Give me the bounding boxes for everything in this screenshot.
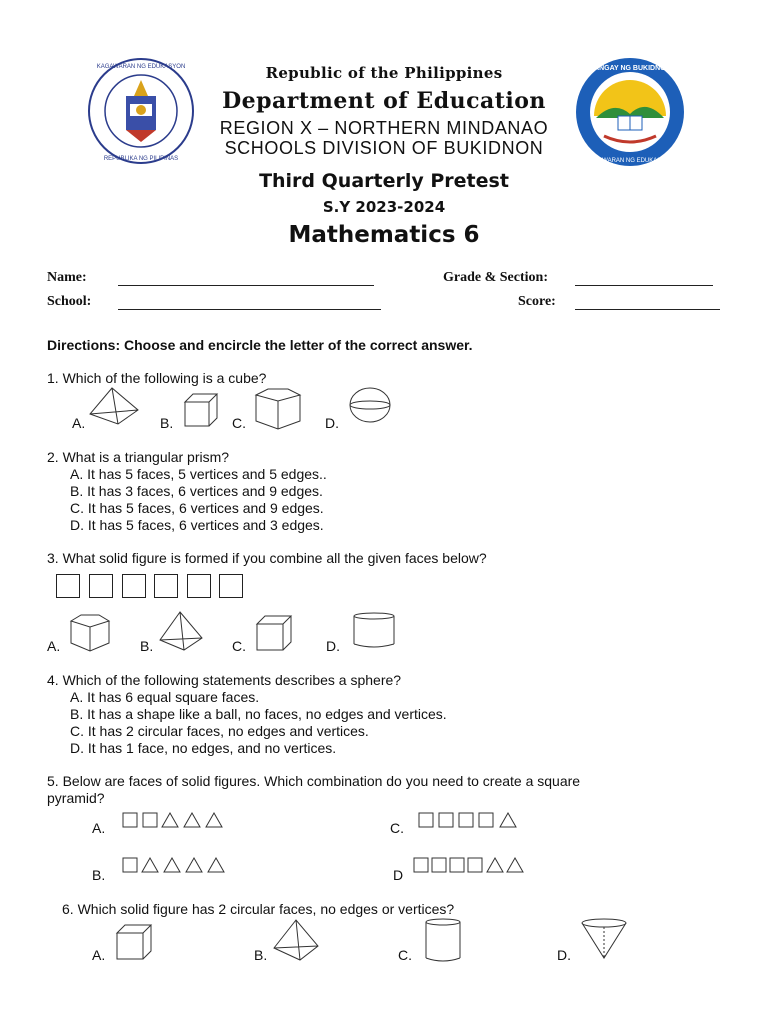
q1-cube-figure (183, 392, 219, 428)
directions-label: Directions (47, 337, 116, 353)
q4-option-c[interactable]: C. It has 2 circular faces, no edges and vertices. (70, 723, 369, 739)
bukidnon-division-seal-logo (574, 56, 686, 168)
q6-cube-figure (115, 923, 153, 961)
q5-a-faces-2-squares-3-triangles (122, 812, 232, 828)
q3-cylinder-figure (352, 612, 396, 650)
school-year: S.Y 2023-2024 (322, 198, 446, 216)
q5-c-faces-4-squares-1-triangle (418, 812, 528, 828)
q1-option-c[interactable]: C. (232, 415, 246, 431)
q4-option-a[interactable]: A. It has 6 equal square faces. (70, 689, 260, 705)
q5-option-c[interactable]: C. (390, 820, 404, 836)
grade-section-label: Grade & Section: (443, 270, 548, 285)
q5-b-faces-1-square-4-triangles (122, 857, 232, 873)
q5-option-a[interactable]: A. (92, 820, 106, 836)
q6-option-b[interactable]: B. (254, 947, 268, 963)
q2-option-a[interactable]: A. It has 5 faces, 5 vertices and 5 edges.. (70, 466, 327, 482)
q1-stem: 1. Which of the following is a cube? (47, 370, 267, 386)
q4-stem: 4. Which of the following statements describes a sphere? (47, 672, 402, 688)
directions-text: : Choose and encircle the letter of the correct answer. (115, 337, 473, 353)
q3-option-b[interactable]: B. (140, 638, 154, 654)
q1-square-pyramid-figure (88, 386, 140, 426)
header-region: REGION X – NORTHERN MINDANAO (219, 118, 549, 138)
name-field[interactable] (118, 285, 374, 286)
q6-option-d[interactable]: D. (557, 947, 571, 963)
q2-stem: 2. What is a triangular prism? (47, 449, 230, 465)
q2-option-c[interactable]: C. It has 5 faces, 6 vertices and 9 edges. (70, 500, 324, 516)
q1-option-d[interactable]: D. (325, 415, 339, 431)
q1-sphere-figure (348, 387, 392, 423)
q6-option-a[interactable]: A. (92, 947, 106, 963)
q3-stem: 3. What solid figure is formed if you combine all the given faces below? (47, 550, 487, 566)
q5-option-d[interactable]: D (393, 867, 404, 883)
q5-stem-line1: 5. Below are faces of solid figures. Which combination do you need to create a square (47, 773, 581, 789)
svg-text:KAGAWARAN NG EDUKASYON: KAGAWARAN NG EDUKASYON (96, 64, 186, 70)
grade-section-field[interactable] (575, 285, 713, 286)
header-department: Department of Education (222, 88, 546, 114)
q6-cone-figure (580, 918, 628, 960)
header-republic: Republic of the Philippines (265, 64, 503, 82)
q5-d-faces-3-squares-2-triangles (413, 857, 523, 873)
subject-title: Mathematics 6 (288, 222, 480, 248)
q6-cylinder-figure (424, 918, 462, 964)
q6-option-c[interactable]: C. (398, 947, 412, 963)
q6-stem: 6. Which solid figure has 2 circular faces, no edges or vertices? (62, 901, 455, 917)
score-label: Score: (518, 294, 556, 309)
q4-option-d[interactable]: D. It has 1 face, no edges, and no vertices. (70, 740, 337, 756)
q3-option-d[interactable]: D. (326, 638, 340, 654)
square-face (219, 574, 243, 598)
svg-text:REPUBLIKA NG PILIPINAS: REPUBLIKA NG PILIPINAS (103, 156, 179, 162)
score-field[interactable] (575, 309, 720, 310)
square-face (187, 574, 211, 598)
header-division: SCHOOLS DIVISION OF BUKIDNON (224, 138, 544, 158)
q5-stem-line2: pyramid? (47, 790, 105, 806)
q5-option-b[interactable]: B. (92, 867, 106, 883)
q1-pentagonal-prism-figure (254, 387, 302, 431)
q3-pentagonal-prism-figure (69, 613, 111, 653)
q1-option-a[interactable]: A. (72, 415, 86, 431)
directions (47, 337, 473, 353)
square-face (154, 574, 178, 598)
q3-square-faces (56, 574, 246, 600)
q4-option-b[interactable]: B. It has a shape like a ball, no faces, no edges and vertices. (70, 706, 447, 722)
name-label: Name: (47, 270, 87, 285)
q6-square-pyramid-figure (272, 918, 320, 962)
q2-option-d[interactable]: D. It has 5 faces, 6 vertices and 3 edges. (70, 517, 324, 533)
square-face (122, 574, 146, 598)
square-face (56, 574, 80, 598)
svg-text:KAGAWARAN NG EDUKASYON: KAGAWARAN NG EDUKASYON (585, 158, 675, 164)
deped-seal-logo (86, 56, 196, 166)
q3-option-a[interactable]: A. (47, 638, 61, 654)
school-field[interactable] (118, 309, 381, 310)
exam-title: Third Quarterly Pretest (259, 170, 509, 192)
q3-square-pyramid-figure (158, 610, 204, 652)
q3-option-c[interactable]: C. (232, 638, 246, 654)
svg-text:SANGAY NG BUKIDNON: SANGAY NG BUKIDNON (589, 65, 671, 72)
school-label: School: (47, 294, 92, 309)
square-face (89, 574, 113, 598)
q1-option-b[interactable]: B. (160, 415, 174, 431)
q2-option-b[interactable]: B. It has 3 faces, 6 vertices and 9 edges. (70, 483, 323, 499)
q3-cube-figure (255, 614, 293, 652)
